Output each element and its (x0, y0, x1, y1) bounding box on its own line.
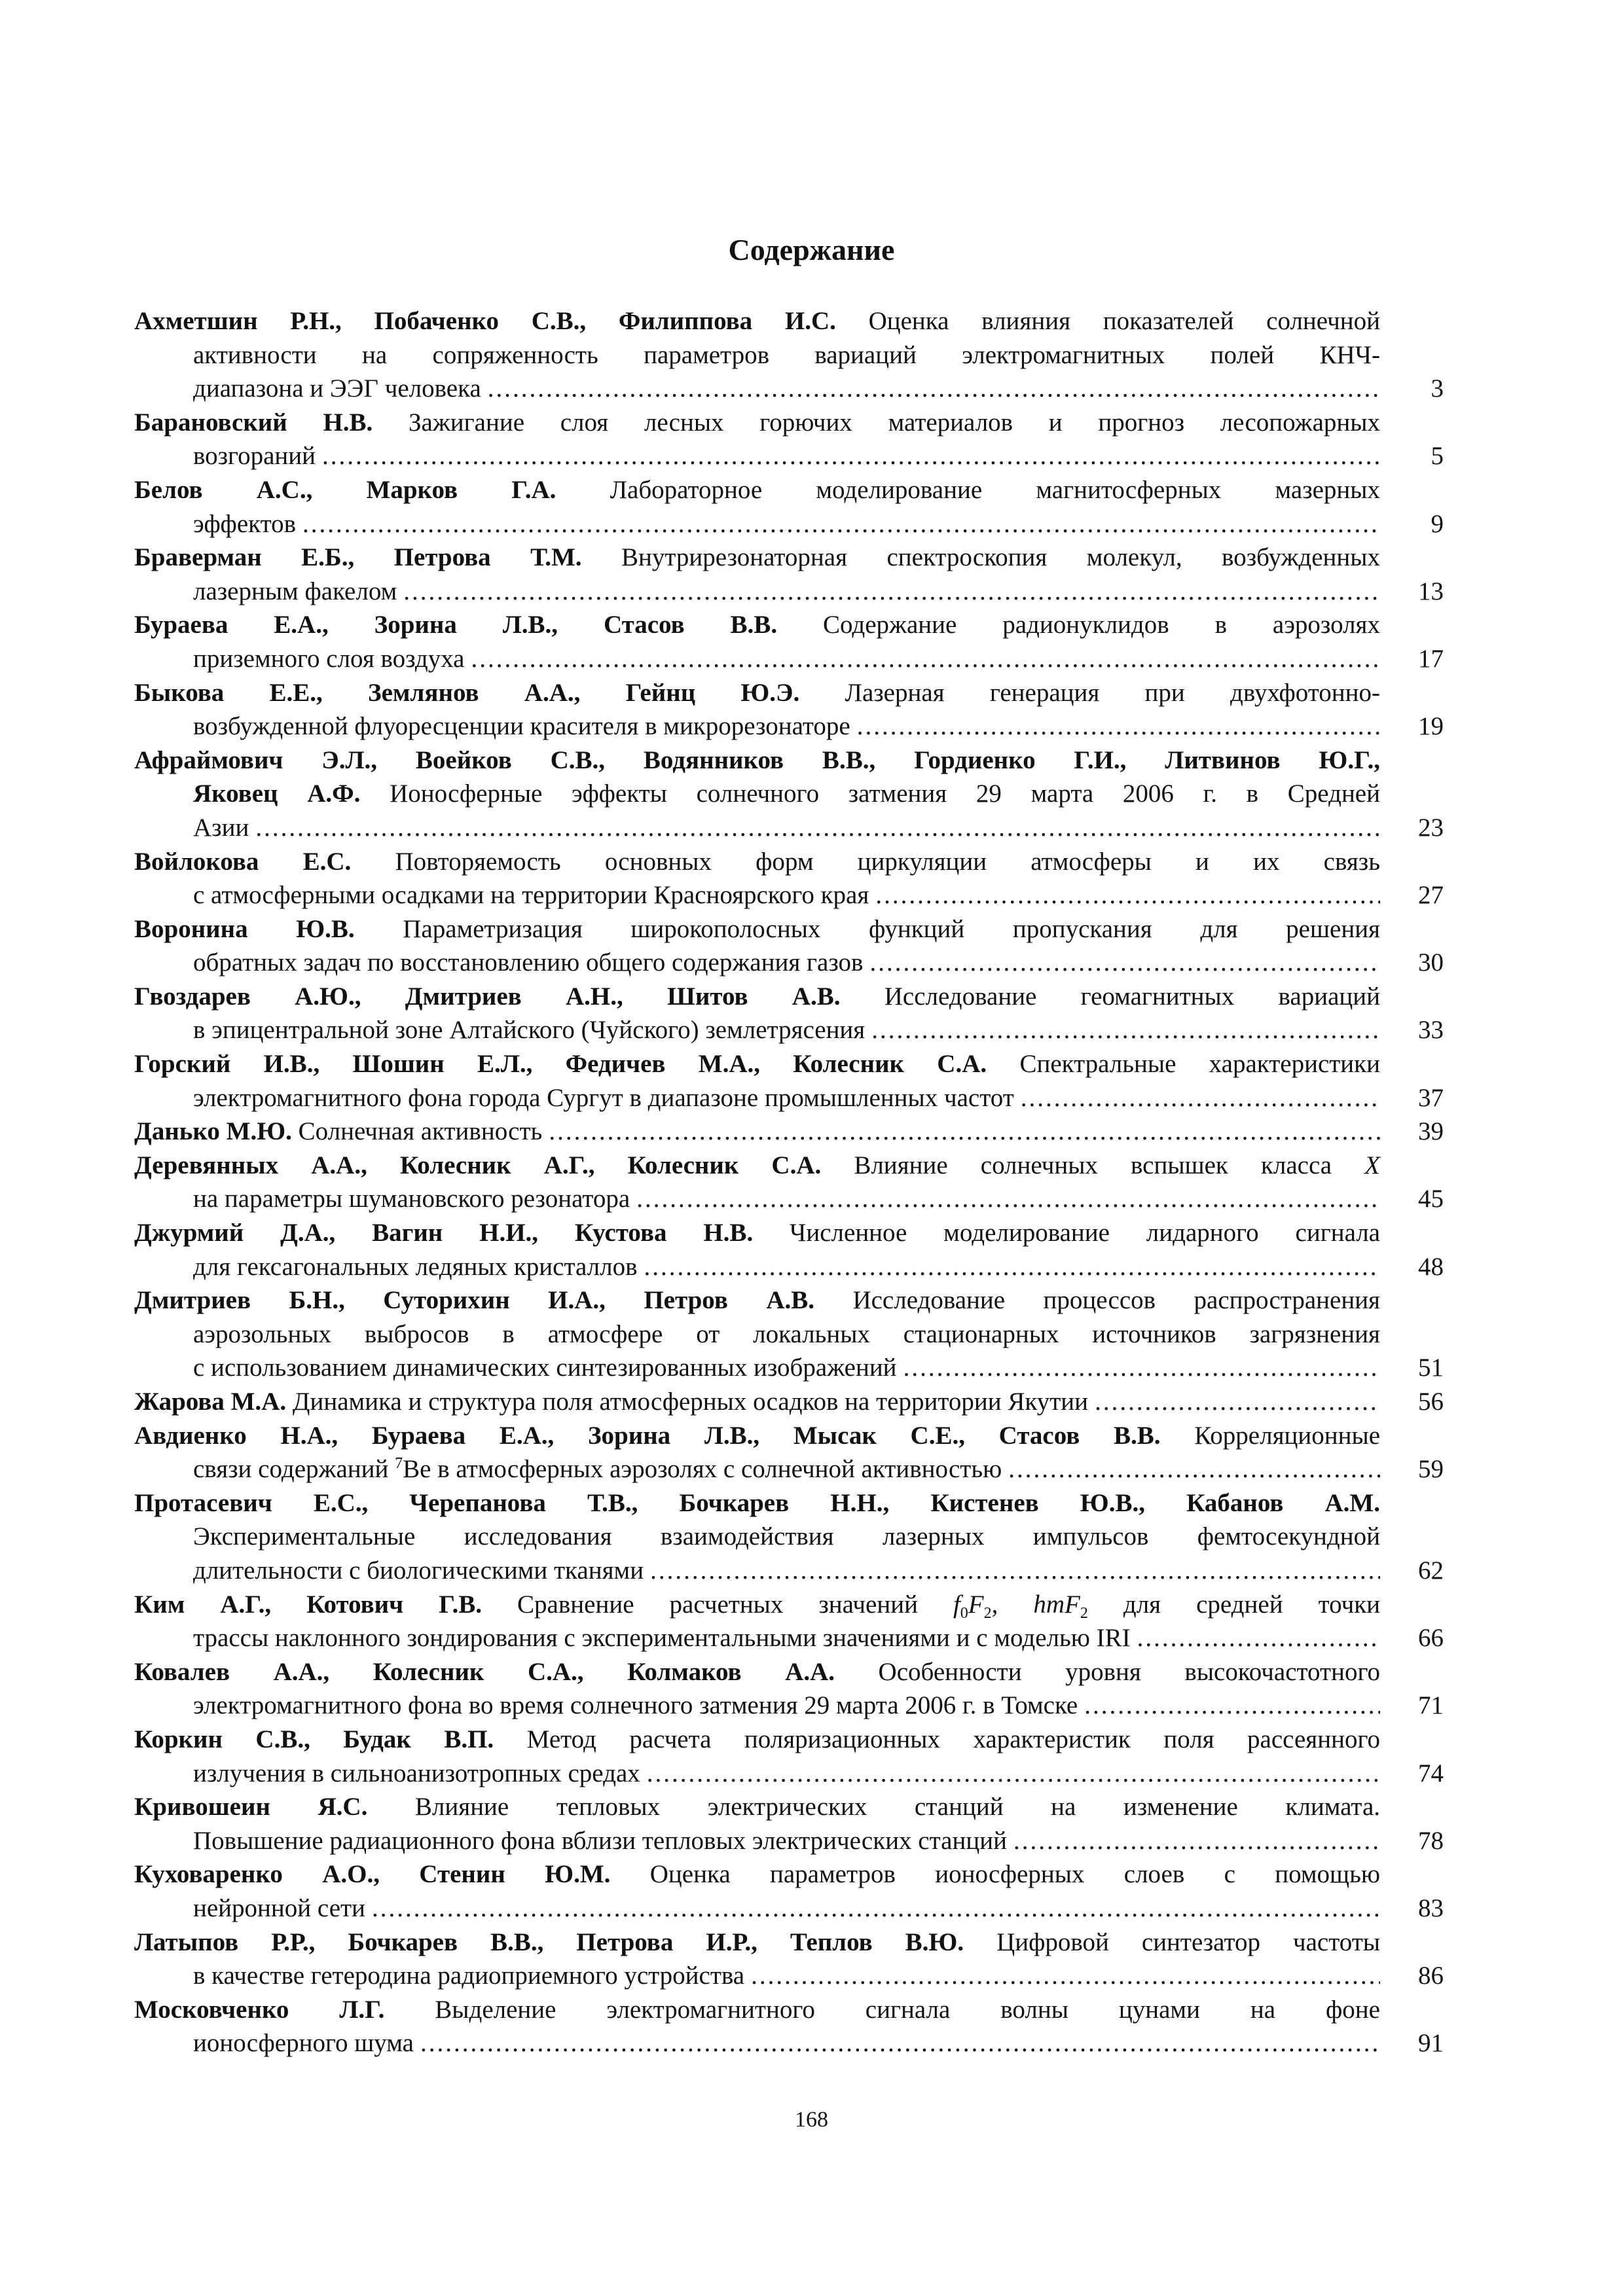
entry-page-number: 86 (1418, 1962, 1444, 1990)
dot-leader (875, 878, 1380, 912)
toc-entry (134, 1149, 1444, 1216)
dot-leader (1013, 1824, 1380, 1858)
entry-authors: Ковалев А.А., Колесник С.А., Колмаков А.А. (134, 1657, 835, 1686)
entry-line: Данько М.Ю. Солнечная активность ..... (134, 1115, 1380, 1149)
dot-leader (372, 1892, 1380, 1926)
toc-entry (134, 541, 1444, 608)
entry-line: активности на сопряженность параметров вариаций электромагнитных полей КНЧ- (193, 340, 1380, 369)
dot-leader (644, 1250, 1380, 1284)
toc-entry (134, 1486, 1444, 1588)
entry-authors: Дмитриев Б.Н., Суторихин И.А., Петров А.В. (134, 1286, 815, 1315)
entry-page-number: 59 (1418, 1455, 1444, 1484)
entry-line: электромагнитного фона города Сургут в диапазоне промышленных частот ..... (193, 1081, 1380, 1115)
entry-first-line: Ахметшин Р.Н., Побаченко С.В., Филиппова И.С. Оценка влияния показателей солнечной (134, 307, 1380, 335)
entry-line: трассы наклонного зондирования с экспериментальными значениями и с моделью IRI ..... (193, 1621, 1380, 1655)
entry-authors: Деревянных А.А., Колесник А.Г., Колесник С.А. (134, 1151, 822, 1179)
entry-line: диапазона и ЭЭГ человека ..... (193, 372, 1380, 406)
toc-entry (134, 980, 1444, 1047)
entry-line: возгораний ..... (193, 439, 1380, 473)
dot-leader (871, 1013, 1380, 1047)
entry-line: обратных задач по восстановлению общего содержания газов ..... (193, 946, 1380, 980)
entry-line: нейронной сети ..... (193, 1892, 1380, 1926)
entry-page-number: 13 (1418, 577, 1444, 605)
entry-page-number: 19 (1418, 712, 1444, 741)
toc-entry (134, 1047, 1444, 1115)
toc-entry (134, 1115, 1444, 1149)
toc-entry (134, 1216, 1444, 1283)
entry-authors: Латыпов Р.Р., Бочкарев В.В., Петрова И.Р., Теплов В.Ю. (134, 1928, 964, 1956)
entry-first-line: Горский И.В., Шошин Е.Л., Федичев М.А., Колесник С.А. Спектральные характеристики (134, 1050, 1380, 1079)
entry-first-line: Кривошеин Я.С. Влияние тепловых электрических станций на изменение климата. (134, 1793, 1380, 1821)
entry-authors: Браверман Е.Б., Петрова Т.М. (134, 543, 582, 572)
toc-entry (134, 1385, 1444, 1419)
entry-authors: Коркин С.В., Будак В.П. (134, 1725, 494, 1753)
entry-page-number: 30 (1418, 948, 1444, 977)
toc-entry (134, 304, 1444, 406)
toc-entry (134, 608, 1444, 675)
entry-authors: Войлокова Е.С. (134, 847, 352, 876)
dot-leader (1095, 1385, 1380, 1419)
entry-authors: Афраймович Э.Л., Воейков С.В., Водянников В.В., Гордиенко Г.И., Литвинов Ю.Г., (134, 745, 1380, 774)
entry-first-line: Гвоздарев А.Ю., Дмитриев А.Н., Шитов А.В. Исследование геомагнитных вариаций (134, 982, 1381, 1011)
entry-authors: Московченко Л.Г. (134, 1995, 385, 2024)
dot-leader (322, 439, 1380, 473)
dot-leader (751, 1959, 1380, 1993)
entry-line: Экспериментальные исследования взаимодействия лазерных импульсов фемтосекундной (193, 1522, 1380, 1551)
entry-page-number: 9 (1431, 509, 1444, 538)
entry-first-line: Куховаренко А.О., Стенин Ю.М. Оценка параметров ионосферных слоев с помощью (134, 1860, 1381, 1889)
toc-entry (134, 912, 1444, 980)
entry-first-line: Барановский Н.В. Зажигание слоя лесных горючих материалов и прогноз лесопожарных (134, 408, 1380, 437)
toc-entry (134, 1926, 1444, 1993)
entry-line: Азии ..... (193, 811, 1380, 845)
entry-authors: Кривошеин Я.С. (134, 1793, 368, 1821)
entry-first-line: Дмитриев Б.Н., Суторихин И.А., Петров А.В. Исследование процессов распространения (134, 1286, 1380, 1315)
page-title: Содержание (728, 233, 895, 266)
entry-line: лазерным факелом ..... (193, 575, 1380, 609)
entry-line: связи содержаний $^7$Be в атмосферных аэрозолях с солнечной активностью ..... (193, 1452, 1380, 1486)
entry-page-number: 56 (1418, 1388, 1444, 1416)
entry-authors: Гвоздарев А.Ю., Дмитриев А.Н., Шитов А.В. (134, 982, 841, 1011)
dot-leader (857, 709, 1380, 744)
toc-entry (134, 676, 1444, 744)
entry-authors: Данько М.Ю. (134, 1117, 292, 1146)
toc-entry (134, 1283, 1444, 1385)
dot-leader (549, 1115, 1380, 1149)
dot-leader (255, 811, 1380, 845)
entry-line: электромагнитного фона во время солнечного затмения 29 марта 2006 г. в Томске ..... (193, 1689, 1380, 1723)
dot-leader (1021, 1081, 1380, 1115)
entry-page-number: 23 (1418, 813, 1444, 842)
entry-line: Жарова М.А. Динамика и структура поля атмосферных осадков на территории Якутии ..... (134, 1385, 1380, 1419)
dot-leader (869, 946, 1380, 980)
entry-page-number: 39 (1418, 1117, 1444, 1146)
entry-first-line: Бураева Е.А., Зорина Л.В., Стасов В.В. Содержание радионуклидов в аэрозолях (134, 611, 1380, 639)
entry-line: в качестве гетеродина радиоприемного устройства ..... (193, 1959, 1380, 1993)
table-of-contents (134, 304, 1444, 2060)
dot-leader (647, 1757, 1380, 1791)
entry-first-line: Ким А.Г., Котович Г.В. Сравнение расчетных значений $f_0F_2$, hmF$_2$ для средней точки (134, 1590, 1381, 1622)
entry-first-line: Ковалев А.А., Колесник С.А., Колмаков А.А. Особенности уровня высокочастотного (134, 1657, 1380, 1686)
entry-page-number: 83 (1418, 1893, 1444, 1922)
entry-line: ионосферного шума ..... (193, 2026, 1380, 2060)
toc-entry (134, 1857, 1444, 1925)
entry-first-line: Авдиенко Н.А., Бураева Е.А., Зорина Л.В., Мысак С.Е., Стасов В.В. Корреляционные (134, 1421, 1381, 1450)
entry-authors: Белов А.С., Марков Г.А. (134, 475, 556, 504)
entry-authors: Ким А.Г., Котович Г.В. (134, 1590, 483, 1619)
entry-authors: Джурмий Д.А., Вагин Н.И., Кустова Н.В. (134, 1219, 754, 1247)
entry-page-number: 3 (1431, 374, 1444, 403)
entry-first-line (134, 744, 1380, 778)
dot-leader (903, 1351, 1380, 1385)
toc-entry (134, 1588, 1444, 1655)
dot-leader (488, 372, 1380, 406)
toc-entry (134, 1655, 1444, 1723)
dot-leader (420, 2026, 1380, 2060)
entry-first-line: Коркин С.В., Будак В.П. Метод расчета поляризационных характеристик поля рассеянного (134, 1725, 1380, 1753)
entry-authors: Куховаренко А.О., Стенин Ю.М. (134, 1860, 611, 1889)
dot-leader (403, 575, 1380, 609)
entry-first-line: Латыпов Р.Р., Бочкарев В.В., Петрова И.Р., Теплов В.Ю. Цифровой синтезатор частоты (134, 1928, 1380, 1956)
entry-page-number: 17 (1418, 644, 1444, 673)
entry-line: с атмосферными осадками на территории Красноярского края ..... (193, 878, 1380, 912)
entry-first-line: Московченко Л.Г. Выделение электромагнитного сигнала волны цунами на фоне (134, 1995, 1380, 2024)
entry-authors: Воронина Ю.В. (134, 914, 355, 943)
toc-entry (134, 845, 1444, 912)
entry-line: излучения в сильноанизотропных средах ..... (193, 1757, 1380, 1791)
entry-page-number: 74 (1418, 1759, 1444, 1787)
entry-first-line: Быкова Е.Е., Землянов А.А., Гейнц Ю.Э. Лазерная генерация при двухфотонно- (134, 678, 1380, 707)
entry-line: приземного слоя воздуха ..... (193, 642, 1380, 676)
entry-first-line: Браверман Е.Б., Петрова Т.М. Внутрирезонаторная спектроскопия молекул, возбужденных (134, 543, 1380, 572)
toc-entry (134, 406, 1444, 473)
entry-authors: Авдиенко Н.А., Бураева Е.А., Зорина Л.В., Мысак С.Е., Стасов В.В. (134, 1421, 1161, 1450)
entry-authors: Ахметшин Р.Н., Побаченко С.В., Филиппова И.С. (134, 307, 836, 335)
entry-page-number: 33 (1418, 1016, 1444, 1045)
dot-leader (1084, 1689, 1380, 1723)
entry-authors: Жарова М.А. (134, 1388, 287, 1416)
toc-entry (134, 1419, 1444, 1486)
entry-line: для гексагональных ледяных кристаллов ..... (193, 1250, 1380, 1284)
toc-entry (134, 1790, 1444, 1857)
entry-page-number: 62 (1418, 1556, 1444, 1585)
dot-leader (650, 1554, 1380, 1588)
entry-authors: Бураева Е.А., Зорина Л.В., Стасов В.В. (134, 611, 778, 639)
entry-first-line (134, 1486, 1380, 1520)
entry-page-number: 71 (1418, 1691, 1444, 1720)
entry-authors: Протасевич Е.С., Черепанова Т.В., Бочкарев Н.Н., Кистенев Ю.В., Кабанов А.М. (134, 1488, 1380, 1517)
entry-authors: Барановский Н.В. (134, 408, 373, 437)
entry-line: в эпицентральной зоне Алтайского (Чуйского) землетрясения ..... (193, 1013, 1380, 1047)
page-number: 168 (795, 2108, 828, 2132)
entry-line: Яковец А.Ф. Ионосферные эффекты солнечного затмения 29 марта 2006 г. в Средней (193, 780, 1380, 808)
entry-line: длительности с биологическими тканями ..... (193, 1554, 1380, 1588)
dot-leader (636, 1182, 1380, 1216)
entry-page-number: 91 (1418, 2029, 1444, 2058)
entry-first-line: Белов А.С., Марков Г.А. Лабораторное моделирование магнитосферных мазерных (134, 475, 1380, 504)
entry-authors: Горский И.В., Шошин Е.Л., Федичев М.А., Колесник С.А. (134, 1050, 987, 1079)
entry-page-number: 48 (1418, 1252, 1444, 1281)
entry-first-line: Войлокова Е.С. Повторяемость основных форм циркуляции атмосферы и их связь (134, 847, 1381, 876)
entry-line: с использованием динамических синтезированных изображений ..... (193, 1351, 1380, 1385)
entry-line: возбужденной флуоресценции красителя в микрорезонаторе ..... (193, 709, 1380, 744)
entry-page-number: 45 (1418, 1185, 1444, 1213)
entry-page-number: 5 (1431, 442, 1444, 471)
entry-line: на параметры шумановского резонатора ..... (193, 1182, 1380, 1216)
entry-line: эффектов ..... (193, 507, 1380, 541)
entry-first-line: Деревянных А.А., Колесник А.Г., Колесник С.А. Влияние солнечных вспышек класса X (134, 1151, 1380, 1179)
entry-authors: Быкова Е.Е., Землянов А.А., Гейнц Ю.Э. (134, 678, 800, 707)
entry-first-line: Воронина Ю.В. Параметризация широкополосных функций пропускания для решения (134, 914, 1381, 943)
entry-page-number: 51 (1418, 1354, 1444, 1382)
entry-line: аэрозольных выбросов в атмосфере от локальных стационарных источников загрязнения (193, 1319, 1380, 1348)
toc-entry (134, 744, 1444, 845)
toc-entry (134, 1993, 1444, 2060)
entry-line: Повышение радиационного фона вблизи тепловых электрических станций ..... (193, 1824, 1380, 1858)
dot-leader (1137, 1621, 1380, 1655)
entry-page-number: 66 (1418, 1624, 1444, 1653)
entry-page-number: 78 (1418, 1826, 1444, 1855)
toc-entry (134, 473, 1444, 541)
entry-page-number: 37 (1418, 1083, 1444, 1112)
toc-entry (134, 1723, 1444, 1790)
entry-page-number: 27 (1418, 881, 1444, 910)
dot-leader (471, 642, 1381, 676)
dot-leader (302, 507, 1380, 541)
dot-leader (1008, 1452, 1380, 1486)
entry-first-line: Джурмий Д.А., Вагин Н.И., Кустова Н.В. Численное моделирование лидарного сигнала (134, 1219, 1380, 1247)
